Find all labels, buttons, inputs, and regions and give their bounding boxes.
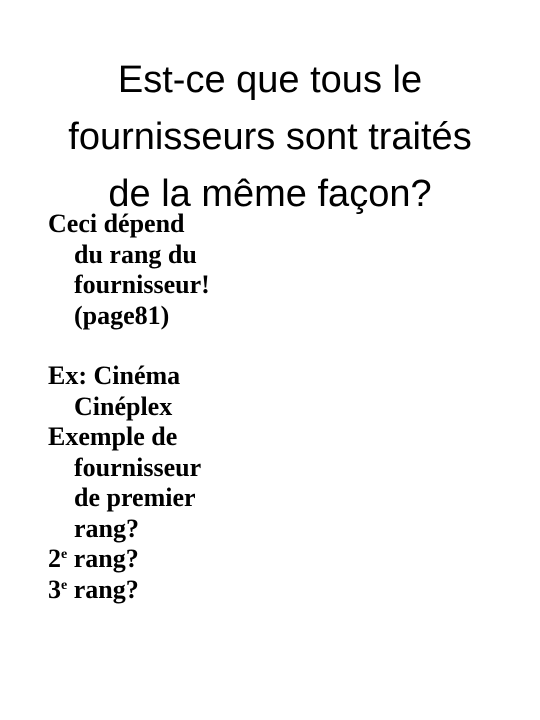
- bullet-item-second-rank: [48, 544, 508, 575]
- bullet-item-third-rank: [48, 575, 508, 606]
- rank-text: rang?: [67, 574, 139, 604]
- ordinal-suffix: e: [61, 547, 68, 562]
- bullet-line: du rang du: [74, 239, 197, 269]
- title-line: Est-ce que tous le: [117, 59, 423, 101]
- title-line: fournisseurs sont traités: [68, 116, 472, 158]
- bullet-line: fournisseur!: [74, 270, 210, 299]
- slide-title: [20, 52, 520, 223]
- bullet-line: [48, 575, 508, 606]
- bullet-item-example: [48, 361, 508, 422]
- title-line: de la même façon?: [108, 173, 432, 215]
- bullet-line: [48, 544, 508, 575]
- bullet-line: rang?: [74, 513, 139, 543]
- ordinal-suffix: e: [61, 577, 68, 593]
- bullet-line: fournisseur: [74, 452, 202, 482]
- bullet-line: de premier: [74, 483, 196, 512]
- rank-text: rang?: [67, 544, 139, 573]
- rank-number: 3: [48, 574, 61, 604]
- bullet-item-first-rank: [48, 422, 508, 544]
- bullet-line: Ex: Cinéma: [48, 361, 181, 390]
- bullet-item-rank-dependence: [48, 209, 508, 331]
- slide-body: [48, 209, 508, 605]
- bullet-line: Exemple de: [48, 422, 178, 451]
- bullet-line: (page81): [74, 300, 170, 330]
- bullet-line: Ceci dépend: [48, 209, 185, 238]
- bullet-line: Cinéplex: [74, 391, 173, 421]
- rank-number: 2: [48, 544, 61, 573]
